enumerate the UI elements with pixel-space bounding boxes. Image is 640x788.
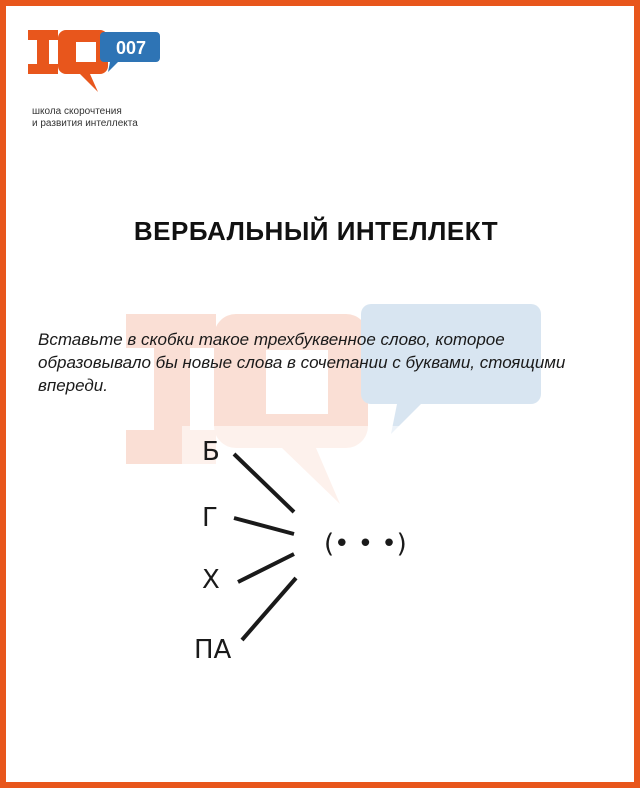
logo-caption-line1: школа скорочтения: [32, 106, 122, 117]
page-title: ВЕРБАЛЬНЫЙ ИНТЕЛЛЕКТ: [133, 216, 499, 246]
answer-brackets: (• • •): [324, 529, 407, 559]
connector-line-h: [238, 554, 294, 582]
puzzle-diagram: [182, 426, 472, 666]
badge-007-text: 007: [115, 38, 147, 58]
prefix-b: Б: [202, 437, 220, 467]
badge-007: [100, 32, 160, 72]
connector-line-g: [234, 518, 294, 534]
iq-logo-mark: [28, 30, 108, 92]
connector-line-pa: [242, 578, 296, 640]
prefix-h: Х: [202, 565, 220, 595]
task-description: Вставьте в скобки такое трехбуквенное слово, которое образовывало бы новые слова в сочетании с буквами, стоящими впереди.: [38, 330, 566, 395]
school-logo: [26, 22, 161, 102]
connector-line-b: [234, 454, 294, 512]
logo-caption: [32, 106, 172, 130]
logo-caption-line2: и развития интеллекта: [32, 118, 138, 129]
prefix-g: Г: [202, 503, 218, 533]
prefix-pa: ПА: [194, 635, 232, 665]
